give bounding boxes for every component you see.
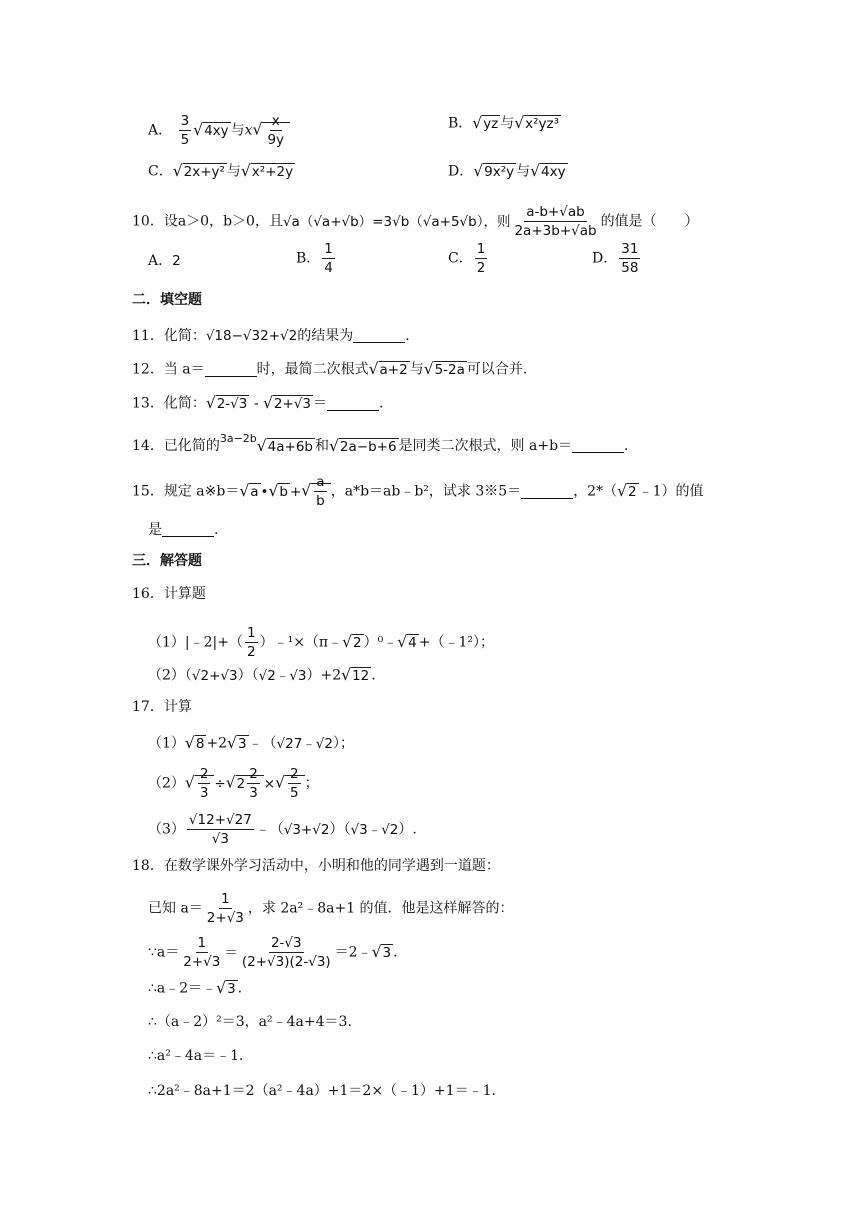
radical: √9x²y xyxy=(473,162,515,180)
question-text: 规定 a※b＝ xyxy=(163,483,240,500)
punctuation: . xyxy=(405,328,410,344)
solution-step-2: ∴a﹣2＝﹣√3 . xyxy=(148,979,243,997)
radicand: 4xy xyxy=(541,164,566,180)
question-16-title xyxy=(132,583,206,605)
q9-option-a xyxy=(148,112,290,149)
answer-blank[interactable] xyxy=(353,327,405,343)
expression-part: ﹣（ xyxy=(248,735,277,752)
denominator: 58 xyxy=(621,260,639,276)
radicand: 9x²y xyxy=(484,164,515,180)
radicand: 2-√3 xyxy=(216,396,248,412)
question-text: 在数学课外学习活动中，小明和他的同学遇到一道题： xyxy=(163,858,500,874)
radicand: 2x+y² xyxy=(183,164,225,180)
radicand: 2a−b+6 xyxy=(339,438,397,455)
option-label: C． xyxy=(448,250,473,267)
denominator: 5 xyxy=(180,132,190,148)
solution-step-5: ∴2a²﹣8a+1＝2（a²﹣4a）+1＝2×（﹣1）+1＝﹣1． xyxy=(148,1083,506,1099)
question-text: 是 xyxy=(148,522,162,538)
question-text: 化简： xyxy=(163,395,206,412)
numerator: 1 xyxy=(476,241,486,257)
radicand: yz xyxy=(483,116,499,132)
expression-part: ）﹣¹×（π﹣ xyxy=(259,634,343,651)
expression: √18−√32+√2 xyxy=(205,328,298,344)
question-text: 当 a＝ xyxy=(163,361,205,378)
option-label: D． xyxy=(592,250,618,267)
question-number: 17． xyxy=(132,699,164,715)
expression-part: （2）（ xyxy=(148,667,192,684)
expression-part: ）（ xyxy=(237,667,259,684)
numerator: a-b+√ab xyxy=(526,204,585,220)
expression-part: ﹣（ xyxy=(255,821,284,838)
question-text: 已化简的 xyxy=(163,438,220,454)
q10-option-b xyxy=(296,240,337,277)
operator: - xyxy=(249,395,264,412)
radicand: 4a+6b xyxy=(267,438,313,455)
radical: √2+√3 xyxy=(263,394,311,412)
answer-blank[interactable] xyxy=(327,395,379,411)
radicand: 4xy xyxy=(204,123,229,139)
solution-step-3: ∴（a﹣2）²＝3，a²﹣4a+4＝3． xyxy=(148,1014,362,1030)
question-10 xyxy=(132,203,699,240)
denominator: 9y xyxy=(267,132,285,148)
punctuation: . xyxy=(624,438,629,454)
question-tail: 的值是（ ） xyxy=(600,213,699,230)
radical: √ $\frac{x}{9y}$ xyxy=(253,112,290,149)
fraction xyxy=(475,240,488,277)
punctuation: ； xyxy=(304,775,319,792)
option-value: 2 xyxy=(172,253,181,269)
answer-blank[interactable] xyxy=(572,437,624,453)
question-condition: a＞0，b＞0，且 xyxy=(177,213,283,230)
numerator: 1 xyxy=(324,241,333,257)
question-text: 可以合并. xyxy=(466,361,528,378)
section-heading-fill-in: 二．填空题 xyxy=(132,292,202,308)
question-title: 计算题 xyxy=(163,586,206,602)
question-13 xyxy=(132,392,383,415)
expression-part: （1）|﹣2|+（ xyxy=(148,634,243,651)
expression-part: （2） xyxy=(148,775,185,792)
expression-part: （3） xyxy=(148,821,185,838)
question-text: 是同类二次根式，则 a+b＝ xyxy=(398,438,573,454)
option-label: A． xyxy=(148,122,173,139)
radicand: 2+√3 xyxy=(273,396,311,412)
fraction xyxy=(322,240,335,277)
expression-part: （1） xyxy=(148,735,185,752)
radical: √a+2 xyxy=(368,360,408,378)
radical: √5-2a xyxy=(423,360,465,378)
conjunction: 和 xyxy=(315,438,329,454)
expression-part: ）. xyxy=(398,821,417,838)
question-number: 18． xyxy=(132,858,164,874)
expression-part: ）+2 xyxy=(306,667,342,684)
conjunction: 与 xyxy=(230,122,245,139)
question-text: ，a*b＝ab﹣b²，试求 3※5＝ xyxy=(330,483,522,500)
expression-part: ）（ xyxy=(329,821,351,838)
answer-blank[interactable] xyxy=(521,483,573,499)
question-18-given: 已知 a＝ $\frac{1}{2+√3}$ ，求 2a²﹣8a+1 的值．他是这样解答的： xyxy=(148,891,514,926)
question-text: ，求 2a²﹣8a+1 的值．他是这样解答的： xyxy=(247,900,514,917)
numerator: 31 xyxy=(621,241,639,257)
radicand: a+2 xyxy=(379,362,408,378)
expression-part: ）； xyxy=(333,735,355,752)
radical: √a xyxy=(239,482,259,500)
equation: √a（√a+√b）=3√b（√a+5√b），则 xyxy=(282,213,511,230)
denominator: 2a+3b+√ab xyxy=(514,223,597,239)
question-number: 16． xyxy=(132,586,164,602)
question-number: 14． xyxy=(132,438,164,454)
conjunction: 与 xyxy=(226,163,241,180)
solution-text: ∴a﹣2＝﹣ xyxy=(148,980,217,997)
question-12 xyxy=(132,358,527,381)
radical-index: 3a−2b xyxy=(219,432,257,445)
question-text: 的结果为 xyxy=(297,328,354,344)
question-text: ，2*（ xyxy=(573,483,618,500)
question-text: 化简： xyxy=(163,328,206,344)
question-text: 设 xyxy=(163,213,178,230)
radical: √4xy xyxy=(193,121,229,139)
question-17-part-1: （1）√8 +2√3 ﹣（√27﹣√2）； xyxy=(148,734,355,752)
question-number: 12． xyxy=(132,361,164,378)
numerator: x xyxy=(271,113,280,129)
radical: √2-√3 xyxy=(205,394,248,412)
option-label: A． xyxy=(148,253,173,269)
radical: √ $\frac{a}{b}$ xyxy=(301,473,330,510)
question-17-title xyxy=(132,696,192,718)
variable: x xyxy=(244,122,253,139)
option-label: C． xyxy=(148,163,173,180)
q10-option-a xyxy=(148,250,181,272)
question-17-part-3: （3） $\frac{√12+√27}{√3}$ ﹣（√3+√2）（√3﹣√2）. xyxy=(148,812,417,847)
option-label: B． xyxy=(448,115,473,132)
question-18-intro xyxy=(132,855,500,877)
punctuation: . xyxy=(379,395,384,412)
radical: √x²yz³ xyxy=(514,114,560,132)
solution-text: ＝2﹣ xyxy=(334,944,372,961)
radical: √2 xyxy=(617,482,637,500)
radical: √yz xyxy=(472,114,499,132)
question-14 xyxy=(132,428,629,458)
question-number: 10． xyxy=(132,213,164,230)
expression-part: +2 xyxy=(206,735,228,752)
q9-option-d xyxy=(448,160,568,183)
option-label: B． xyxy=(296,250,321,267)
question-number: 15． xyxy=(132,483,164,500)
denominator: 2 xyxy=(476,260,486,276)
punctuation: . xyxy=(214,522,219,538)
question-16-part-2: （2）（√2+√3）（√2﹣√3）+2√12 . xyxy=(148,666,376,684)
question-15: 15．规定 a※b＝√a •√b +√ $\frac{a}{b}$ ，a*b＝ab﹣b²，试求 3※5＝ ，2*（√2 ﹣1）的值 xyxy=(132,474,704,509)
radical: √2x+y² xyxy=(172,162,225,180)
fraction xyxy=(179,112,192,149)
solution-step-1: ∵a＝ $\frac{1}{2+√3}$ ＝ $\frac{2-√3}{(2+√3)(2-√3)}$ ＝2﹣√3 . xyxy=(148,935,398,970)
radicand: x²yz³ xyxy=(525,116,560,132)
q9-option-c xyxy=(148,160,295,183)
option-label: D． xyxy=(448,163,474,180)
answer-blank[interactable] xyxy=(205,361,257,377)
radical: √x²+2y xyxy=(240,162,294,180)
question-11 xyxy=(132,325,410,347)
punctuation: . xyxy=(371,667,376,684)
radicand: x²+2y xyxy=(251,164,294,180)
q10-option-d xyxy=(592,240,642,277)
solution-step-4: ∴a²﹣4a＝﹣1． xyxy=(148,1048,254,1064)
denominator: 4 xyxy=(324,260,333,276)
numerator: 3 xyxy=(180,113,190,129)
radical: √4a+6b xyxy=(256,436,313,455)
radicand: 5-2a xyxy=(434,362,465,378)
question-title: 计算 xyxy=(163,699,192,715)
q10-option-c xyxy=(448,240,489,277)
question-number: 11． xyxy=(132,328,164,344)
conjunction: 与 xyxy=(500,115,515,132)
conjunction: 与 xyxy=(409,361,424,378)
radical: √4xy xyxy=(530,162,566,180)
solution-text: ∵a＝ xyxy=(148,944,180,961)
radical: √b xyxy=(268,482,288,500)
question-16-part-1: （1）|﹣2|+（ $\frac{1}{2}$ ）﹣¹×（π﹣√2 ）⁰﹣√4 +（﹣1²）； xyxy=(148,625,494,660)
q9-option-b xyxy=(448,112,561,135)
question-text: ﹣1）的值 xyxy=(638,483,704,500)
section-heading-solve: 三．解答题 xyxy=(132,553,202,569)
expression-part: +（﹣1²）； xyxy=(418,634,494,651)
radical: √2a−b+6 xyxy=(329,436,397,455)
question-text: 时，最简二次根式 xyxy=(256,361,369,378)
conjunction: 与 xyxy=(516,163,531,180)
question-number: 13． xyxy=(132,395,164,412)
answer-blank[interactable] xyxy=(162,521,214,537)
question-17-part-2: （2）√ $\frac{2}{3}$ ÷√2 $\frac{2}{3}$ ×√ $\frac{2}{5}$ ； xyxy=(148,766,319,801)
fraction xyxy=(619,240,640,277)
question-text: 已知 a＝ xyxy=(148,900,203,917)
question-15-line-2 xyxy=(148,519,218,541)
operator: ＝ xyxy=(313,395,327,412)
fraction xyxy=(512,203,598,240)
expression-part: ）⁰﹣ xyxy=(363,634,398,651)
